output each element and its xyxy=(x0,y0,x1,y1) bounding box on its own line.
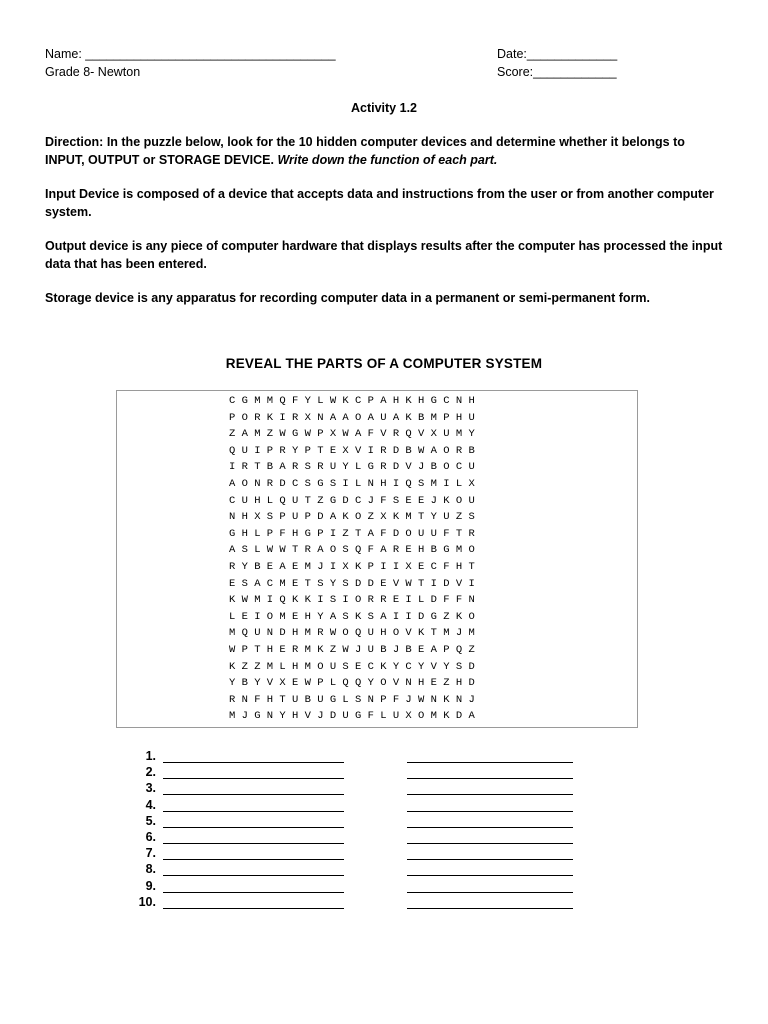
grid-row: E S A C M E T S Y S D D E V W T I D V I xyxy=(229,577,475,590)
answer-function-line[interactable] xyxy=(407,762,573,763)
answer-function-line[interactable] xyxy=(407,875,573,876)
answer-number: 9. xyxy=(145,878,156,893)
answer-device-line[interactable] xyxy=(163,762,344,763)
answer-function-line[interactable] xyxy=(407,859,573,860)
grid-row: R N F H T U B U G L S N P F J W N K N J xyxy=(229,693,475,706)
grid-row: Q U I P R Y P T E X V I R D B W A O R B xyxy=(229,444,475,457)
answer-function-line[interactable] xyxy=(407,794,573,795)
grid-row: K W M I Q K K I S I O R R E I L D F F N xyxy=(229,594,475,607)
answer-device-line[interactable] xyxy=(163,794,344,795)
grid-row: G H L P F H G P I Z T A F D O U U F T R xyxy=(229,527,475,540)
grid-row: N H X S P U P D A K O Z X K M T Y U Z S xyxy=(229,511,475,524)
answer-device-line[interactable] xyxy=(163,827,344,828)
answer-number: 4. xyxy=(145,797,156,812)
grid-row: C G M M Q F Y L W K C P A H K H G C N H xyxy=(229,395,475,407)
grid-row: K Z Z M L H M O U S E C K Y C Y V Y S D xyxy=(229,660,475,673)
grid-row: I R T B A R S R U Y L G R D V J B O C U xyxy=(229,461,475,474)
answer-number: 10. xyxy=(138,894,156,909)
answer-function-line[interactable] xyxy=(407,843,573,844)
grid-row: P O R K I R X N A A O A U A K B M P H U xyxy=(229,411,475,424)
answer-device-line[interactable] xyxy=(163,892,344,893)
grid-row: M J G N Y H V J D U G F L U X O M K D A xyxy=(229,710,475,723)
answer-device-line[interactable] xyxy=(163,843,344,844)
answer-number: 3. xyxy=(145,781,156,796)
activity-title: Activity 1.2 xyxy=(350,101,417,115)
grid-row: R Y B E A E M J I X K P I I X E C F H T xyxy=(229,560,475,573)
grid-row: Y B Y V X E W P L Q Q Y O V N H E Z H D xyxy=(229,677,475,690)
word-search-grid xyxy=(229,393,475,725)
date-field-label: Date:_____________ xyxy=(497,47,618,61)
grade-section-label: Grade 8- Newton xyxy=(45,65,141,79)
puzzle-title: REVEAL THE PARTS OF A COMPUTER SYSTEM xyxy=(225,356,543,371)
grid-row: W P T H E R M K Z W J U B J B E A P Q Z xyxy=(229,643,475,656)
direction-label: Direction: xyxy=(45,135,104,149)
direction-text: In the puzzle below, look for the 10 hidden computer devices and determine whether it belongs to INPUT, OUTPUT or STORAGE DEVICE. xyxy=(45,135,685,167)
grid-row: A S L W W T R A O S Q F A R E H B G M O xyxy=(229,544,475,557)
answer-device-line[interactable] xyxy=(163,875,344,876)
answer-number: 2. xyxy=(145,765,156,780)
answer-function-line[interactable] xyxy=(407,811,573,812)
grid-row: M Q U N D H M R W O Q U H O V K T M J M xyxy=(229,627,475,640)
input-device-definition: Input Device is composed of a device that accepts data and instructions from the user or from another computer system. xyxy=(45,187,714,219)
output-device-definition: Output device is any piece of computer hardware that displays results after the computer has processed the input data that has been entered. xyxy=(45,239,723,271)
answer-function-line[interactable] xyxy=(407,892,573,893)
name-field-label: Name: ____________________________________ xyxy=(45,47,336,61)
direction-paragraph xyxy=(45,133,725,169)
answer-number: 6. xyxy=(145,830,156,844)
answer-number: 8. xyxy=(145,862,156,877)
answer-number: 1. xyxy=(145,749,156,763)
grid-row: A O N R D C S G S I L N H I Q S M I L X xyxy=(229,477,475,490)
answer-function-line[interactable] xyxy=(407,827,573,828)
answer-function-line[interactable] xyxy=(407,778,573,779)
score-field-label: Score:____________ xyxy=(497,65,617,79)
answer-device-line[interactable] xyxy=(163,811,344,812)
direction-italic-text: Write down the function of each part. xyxy=(277,153,498,167)
answer-function-line[interactable] xyxy=(407,908,573,909)
grid-row: C U H L Q U T Z G D C J F S E E J K O U xyxy=(229,494,475,507)
grid-row: Z A M Z W G W P X W A F V R Q V X U M Y xyxy=(229,428,475,441)
answer-device-line[interactable] xyxy=(163,778,344,779)
storage-device-definition: Storage device is any apparatus for recording computer data in a permanent or semi-permanent form. xyxy=(45,291,651,305)
answer-number: 5. xyxy=(145,813,156,828)
grid-row: L E I O M E H Y A S K S A I I D G Z K O xyxy=(229,610,475,623)
answer-number: 7. xyxy=(145,846,156,861)
answer-device-line[interactable] xyxy=(163,908,344,909)
answer-device-line[interactable] xyxy=(163,859,344,860)
